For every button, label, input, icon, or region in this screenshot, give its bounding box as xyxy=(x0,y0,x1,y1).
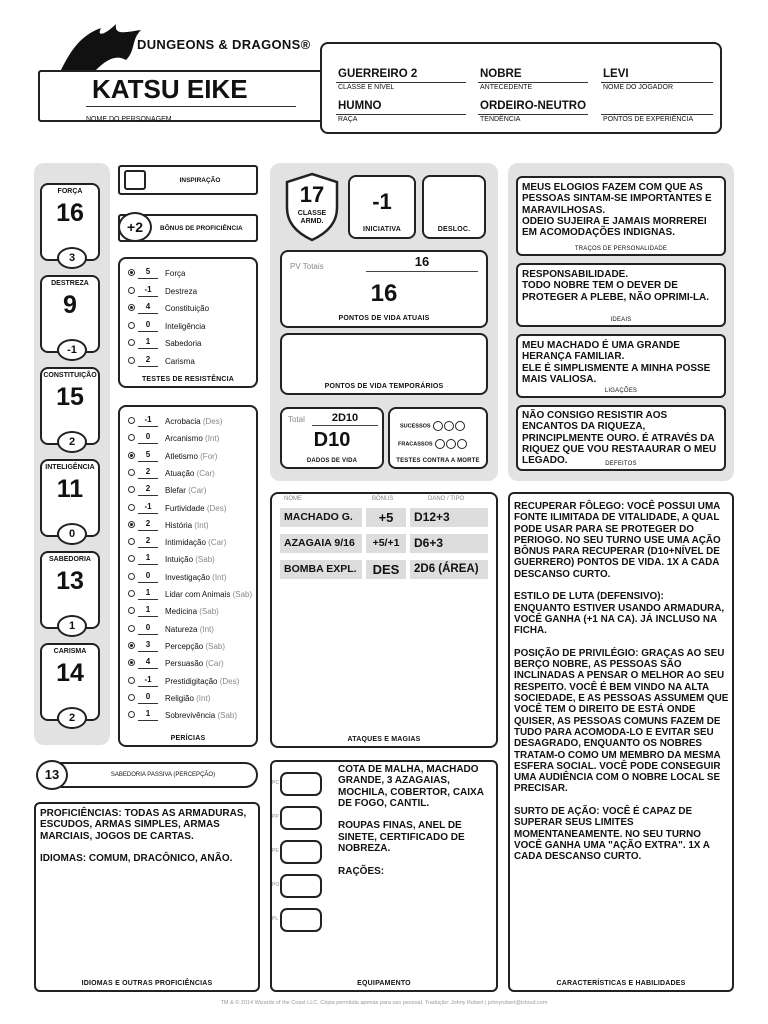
attack-bonus[interactable]: +5/+1 xyxy=(366,534,406,553)
hp-temp-label: PONTOS DE VIDA TEMPORÁRIOS xyxy=(324,383,444,390)
proficiency-dot[interactable] xyxy=(128,339,135,346)
attack-damage[interactable]: 2D6 (ÁREA) xyxy=(410,560,488,579)
attack-header-bonus: BÔNUS xyxy=(372,496,394,502)
footer-text: TM & © 2014 Wizards of the Coast LLC. Cópia permitida apenas para uso pessoal. Tradução: Johny Robert | johnyrobert@icloud.com xyxy=(220,1000,548,1006)
proficiency-dot[interactable] xyxy=(128,357,135,364)
hit-dice-label: DADOS DE VIDA xyxy=(306,458,358,464)
saving-throws-box xyxy=(118,257,258,388)
personality-traits-text[interactable]: MEUS ELOGIOS FAZEM COM QUE AS PESSOAS SINTAM-SE IMPORTANTES E MARAVILHOSAS. ODEIO SUJEIRA E JAMAIS MORREREI EM ACOMODAÇÕES INDIGNAS. xyxy=(522,182,712,239)
ability-name: FORÇA xyxy=(57,188,83,195)
ability-constitution xyxy=(40,367,100,448)
armor-class-label: CLASSE ARMD. xyxy=(297,210,327,225)
ability-wisdom xyxy=(40,551,100,632)
proficiency-dot[interactable] xyxy=(128,269,135,276)
alignment-value[interactable]: ORDEIRO-NEUTRO xyxy=(480,100,587,112)
ability-name: DESTREZA xyxy=(51,280,89,287)
saving-throws-list: 5 Força -1 Destreza 4 Constituição 0 Inteligência 1 Sabedoria 2 Carisma xyxy=(128,265,256,370)
attack-damage[interactable]: D6+3 xyxy=(410,534,488,553)
proficiency-dot[interactable] xyxy=(128,287,135,294)
proficiencies-text[interactable]: PROFICIÊNCIAS: TODAS AS ARMADURAS, ESCUDOS, ARMAS SIMPLES, ARMAS MARCIAIS, JOGOS DE CARTAS. IDIOMAS: COMUM, DRACÔNICO, ANÃO. xyxy=(40,808,247,865)
proficiencies-box xyxy=(34,802,260,992)
hp-max-value[interactable]: 16 xyxy=(414,254,430,269)
equipment-label: EQUIPAMENTO xyxy=(357,980,411,987)
death-saves-label: TESTES CONTRA A MORTE xyxy=(396,458,480,464)
inspiration-input[interactable] xyxy=(124,170,146,190)
proficiency-bonus-value[interactable]: +2 xyxy=(118,212,152,242)
ability-name: SABEDORIA xyxy=(48,556,91,563)
ability-name: CONSTITUIÇÃO xyxy=(43,372,97,379)
success-circle[interactable] xyxy=(433,421,443,431)
race-value[interactable]: HUMNO xyxy=(338,100,382,112)
attack-damage[interactable]: D12+3 xyxy=(410,508,488,527)
ability-modifier[interactable]: 2 xyxy=(57,431,87,453)
ability-dexterity xyxy=(40,275,100,356)
ability-score[interactable]: 15 xyxy=(56,383,84,411)
ability-modifier[interactable]: 1 xyxy=(57,615,87,637)
flaws-box xyxy=(516,405,726,471)
coin-pp-field[interactable]: PL xyxy=(280,908,322,932)
coin-gp-field[interactable]: PO xyxy=(280,874,322,898)
initiative-label: INICIATIVA xyxy=(363,226,401,233)
coin-ep-field[interactable]: PE xyxy=(280,840,322,864)
proficiency-dot[interactable] xyxy=(128,304,135,311)
attack-name[interactable]: AZAGAIA 9/16 xyxy=(280,534,362,553)
death-saves-box xyxy=(388,407,488,469)
hp-max-label: PV Totais xyxy=(290,262,324,271)
coin-sp-field[interactable]: PP xyxy=(280,806,322,830)
fail-circle[interactable] xyxy=(435,439,445,449)
hit-dice-total-label: Total xyxy=(288,415,305,424)
attacks-title: ATAQUES E MAGIAS xyxy=(347,736,421,743)
bonds-label: LIGAÇÕES xyxy=(604,388,638,394)
attack-bonus[interactable]: +5 xyxy=(366,508,406,527)
personality-traits-label: TRAÇOS DE PERSONALIDADE xyxy=(574,246,668,252)
features-text[interactable]: RECUPERAR FÔLEGO: VOCÊ POSSUI UMA FONTE ILIMITADA DE VITALIDADE, A QUAL PODE USAR PARA SE PROTEGER DO PERIOGO. NO SEU TURNO USE UMA AÇÃO BÔNUS PARA RECUPERAR (D10+NÍVEL DE GUERRERO) PONTOS DE VIDA. 1X A CADA DESCANSO CURTO. ESTILO DE LUTA (DEFENSIVO): ENQUANTO ESTIVER USANDO ARMADURA, VOCÊ GANHA (+1 NA CA). JÁ INCLUSO NA FICHA. POSIÇÃO DE PRIVILÉGIO: GRAÇAS AO SEU BERÇO NOBRE, AS PESSOAS SÃO INCLINADAS A PENSAR O MELHOR AO SEU RESPEITO. VOCÊ É BEM VINDO NA ALTA SOCIEDADE, E AS PESSOAS ASSUMEM QUE VOCÊ TEM O DIREITO DE ESTÁ ONDE QUISER, AS PESSOAS COMUNS FAZEM DE TUDO PARA ACOMODA-LO E EVITAR SEU DESAGRADO, ENQUANTO OS NOBRES TRATAM-O COMO UM MEMBRO DA MESMA ESFERA SOCIAL. VOCÊ PODE CONSEGUIR UMA AUDIÊNCIA COM O NOBRE LOCAL SE PRECISAR. SURTO DE AÇÃO: VOCÊ É CAPAZ DE SUPERAR SEUS LIMITES MOMENTANEAMENTE. NO SEU TURNO VOCÊ GANHA UMA "AÇÃO EXTRA". 1X A CADA DESCANSO CURTO. xyxy=(514,501,729,863)
attack-header-damage: DANO / TIPO xyxy=(428,496,465,502)
character-name-label: NOME DO PERSONAGEM xyxy=(86,116,172,123)
class-level-value[interactable]: GUERREIRO 2 xyxy=(338,68,418,80)
armor-class-value[interactable]: 17 xyxy=(299,182,325,207)
speed-box xyxy=(422,175,486,239)
speed-label: DESLOC. xyxy=(437,226,471,233)
player-name-label: NOME DO JOGADOR xyxy=(603,84,674,91)
attack-bonus[interactable]: DES xyxy=(366,560,406,579)
ability-name: INTELIGÊNCIA xyxy=(45,464,95,471)
attack-name[interactable]: MACHADO G. xyxy=(280,508,362,527)
ability-score[interactable]: 13 xyxy=(56,567,84,595)
ability-name: CARISMA xyxy=(53,648,87,655)
character-name[interactable]: KATSU EIKE xyxy=(92,74,248,104)
passive-perception-label: SABEDORIA PASSIVA (PERCEPÇÃO) xyxy=(110,772,216,778)
success-circle[interactable] xyxy=(455,421,465,431)
player-name-value[interactable]: LEVI xyxy=(603,68,629,80)
ideals-label: IDEAIS xyxy=(610,317,632,323)
class-level-label: CLASSE E NÍVEL xyxy=(338,84,395,91)
flaws-text[interactable]: NÃO CONSIGO RESISTIR AOS ENCANTOS DA RIQUEZA, PRINCIPLMENTE OURO. É ATRAVÉS DA RIQUEZ QUE VOU RESTAAURAR O MEU LEGADO. xyxy=(522,410,717,467)
initiative-box xyxy=(348,175,416,239)
ability-intelligence xyxy=(40,459,100,540)
ability-score[interactable]: 11 xyxy=(56,475,84,503)
features-label: CARACTERÍSTICAS E HABILIDADES xyxy=(556,980,686,987)
inspiration-label: INSPIRAÇÃO xyxy=(179,177,221,184)
bonds-text[interactable]: MEU MACHADO É UMA GRANDE HERANÇA FAMILIAR. ELE É SIMPLISMENTE A MINHA POSSE MAIS VALIOSA. xyxy=(522,340,711,385)
attack-name[interactable]: BOMBA EXPL. xyxy=(280,560,362,579)
brand-logo-text: DUNGEONS & DRAGONS® xyxy=(137,37,311,52)
experience-label: PONTOS DE EXPERIÊNCIA xyxy=(603,116,694,123)
proficiency-bonus-box xyxy=(118,214,258,242)
bonds-box xyxy=(516,334,726,398)
fail-circle[interactable] xyxy=(457,439,467,449)
attack-header-name: NOME xyxy=(284,496,302,502)
equipment-text[interactable]: COTA DE MALHA, MACHADO GRANDE, 3 AZAGAIAS, MOCHILA, COBERTOR, CAIXA DE FOGO, CANTIL. ROUPAS FINAS, ANEL DE SINETE, CERTIFICADO DE NOBREZA. RAÇÕES: xyxy=(338,764,484,877)
attacks-box xyxy=(270,492,498,748)
hit-dice-box xyxy=(280,407,384,469)
ability-strength xyxy=(40,183,100,264)
ideals-box xyxy=(516,263,726,327)
proficiencies-label: IDIOMAS E OUTRAS PROFICIÊNCIAS xyxy=(81,980,213,987)
initiative-value[interactable]: -1 xyxy=(372,189,392,214)
temp-hit-points-box xyxy=(280,333,488,395)
hit-points-box xyxy=(280,250,488,328)
personality-traits-box xyxy=(516,176,726,256)
success-circle[interactable] xyxy=(444,421,454,431)
death-saves-fail: FRACASSOS xyxy=(398,439,467,449)
inspiration-box xyxy=(118,165,258,195)
features-box xyxy=(508,492,734,992)
ability-modifier[interactable]: 0 xyxy=(57,523,87,545)
passive-perception-value[interactable]: 13 xyxy=(36,760,68,790)
ability-score[interactable]: 16 xyxy=(56,199,84,227)
background-label: ANTECEDENTE xyxy=(480,84,533,91)
death-saves-success: SUCESSOS xyxy=(400,421,465,431)
proficiency-bonus-label: BÔNUS DE PROFICIÊNCIA xyxy=(160,225,243,232)
hit-dice-value[interactable]: D10 xyxy=(313,429,351,451)
passive-perception-box xyxy=(40,762,258,788)
fail-circle[interactable] xyxy=(446,439,456,449)
background-value[interactable]: NOBRE xyxy=(480,68,522,80)
coin-cp-field[interactable]: PC xyxy=(280,772,322,796)
alignment-label: TENDÊNCIA xyxy=(480,116,521,123)
race-label: RAÇA xyxy=(338,116,358,123)
proficiency-dot[interactable] xyxy=(128,322,135,329)
ability-score[interactable]: 14 xyxy=(56,659,84,687)
skills-list: -1 Acrobacia (Des) 0 Arcanismo (Int) 5 Atletismo (For) 2 Atuação (Car) 2 Blefar (Car) -1 Furtividade (Des) 2 História (Int) 2 Intimidação (Car) 1 Intuição (Sab) 0 Investigação (Int) 1 Lidar com Animais (Sab) 1 Medicina (Sab) 0 Natureza (Int) 3 Percepção (Sab) 4 Persuasão (Car) -1 Prestidigitação (Des) 0 Religião (Int) 1 Sobrevivência (Sab) xyxy=(128,413,258,733)
skills-box xyxy=(118,405,258,747)
hp-current-value[interactable]: 16 xyxy=(370,280,398,307)
hit-dice-total-value[interactable]: 2D10 xyxy=(331,412,359,424)
ability-modifier[interactable]: 3 xyxy=(57,247,87,269)
ability-score[interactable]: 9 xyxy=(63,291,77,319)
ability-modifier[interactable]: -1 xyxy=(57,339,87,361)
ability-modifier[interactable]: 2 xyxy=(57,707,87,729)
ideals-text[interactable]: RESPONSABILIDADE. TODO NOBRE TEM O DEVER DE PROTEGER A PLEBE, NÃO OPRIMI-LA. xyxy=(522,269,710,303)
equipment-box xyxy=(270,760,498,992)
hp-current-label: PONTOS DE VIDA ATUAIS xyxy=(338,315,430,322)
skills-title: PERÍCIAS xyxy=(170,735,206,742)
flaws-label: DEFEITOS xyxy=(605,461,637,467)
saving-throws-title: TESTES DE RESISTÊNCIA xyxy=(141,376,235,383)
ability-charisma xyxy=(40,643,100,724)
